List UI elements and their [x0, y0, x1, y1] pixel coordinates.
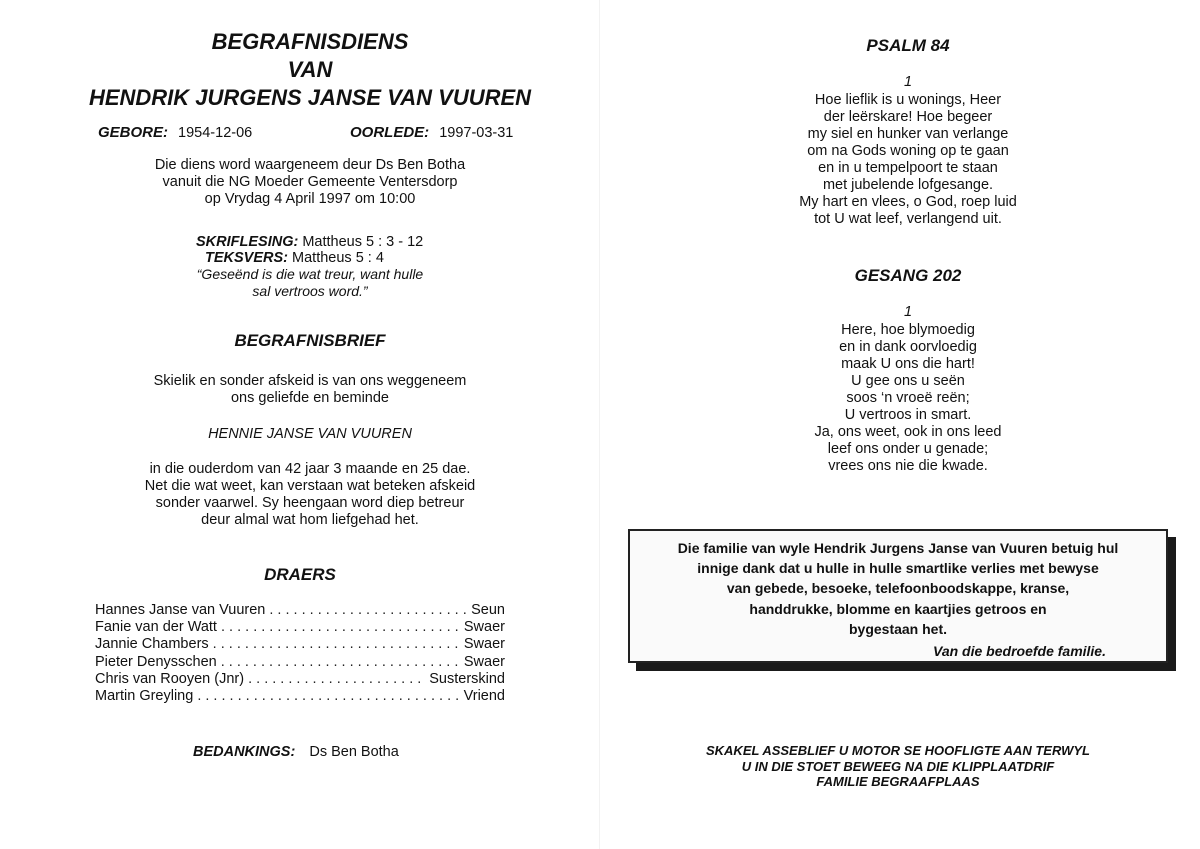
scripture-reading-label: SKRIFLESING: [196, 234, 299, 250]
leader-dots [221, 654, 460, 670]
bearer-relation: Swaer [463, 653, 505, 670]
bearers-list [95, 602, 505, 705]
letter-body-line: Net die wat weet, kan verstaan wat beteken afskeid [144, 478, 476, 494]
scripture-reading-value: Mattheus 5 : 3 - 12 [302, 234, 424, 250]
psalm-line: om na Gods woning op te gaan [807, 143, 1009, 159]
letter-body-line: in die ouderdom van 42 jaar 3 maande en 25 dae. [149, 461, 471, 477]
title-line-3: HENDRIK JURGENS JANSE VAN VUUREN [88, 85, 532, 110]
hymn-line: U gee ons u seën [851, 373, 965, 389]
leader-dots [248, 671, 425, 687]
bearer-relation: Swaer [463, 619, 505, 636]
family-thanks-box [628, 529, 1168, 663]
died-label: OORLEDE: [350, 124, 430, 141]
title-line-2: VAN [287, 57, 333, 82]
bearer-row [95, 602, 505, 619]
right-page [600, 0, 1200, 849]
family-thanks-line: van gebede, besoeke, telefoonboodskappe, kranse, [726, 580, 1070, 597]
psalm-line: der leërskare! Hoe begeer [823, 109, 993, 125]
text-verse [205, 250, 384, 267]
title-line-1: BEGRAFNISDIENS [211, 29, 409, 54]
died-value: 1997-03-31 [439, 125, 514, 141]
service-details [10, 157, 610, 208]
born-value: 1954-12-06 [178, 125, 253, 141]
leader-dots [213, 636, 460, 652]
hymn-line: en in dank oorvloedig [839, 339, 977, 355]
bearer-name: Jannie Chambers [95, 636, 209, 653]
thanks [193, 744, 399, 761]
hymn-line: soos ‘n vroeë reën; [846, 390, 970, 406]
thanks-value: Ds Ben Botha [309, 744, 399, 760]
family-thanks-text [630, 538, 1166, 639]
bearer-name: Hannes Janse van Vuuren [95, 602, 266, 618]
document-title [10, 28, 610, 112]
bearer-relation: Seun [471, 602, 505, 618]
notice-line: SKAKEL ASSEBLIEF U MOTOR SE HOOFLIGTE AAN TERWYL [705, 743, 1090, 758]
service-line: Die diens word waargeneem deur Ds Ben Botha [154, 157, 466, 173]
bearer-name: Pieter Denysschen [95, 653, 217, 670]
text-verse-value: Mattheus 5 : 4 [292, 250, 384, 266]
leader-dots [269, 602, 467, 618]
psalm-line: met jubelende lofgesange. [822, 177, 994, 193]
hymn-line: Here, hoe blymoedig [841, 322, 975, 338]
born-label: GEBORE: [98, 124, 169, 141]
letter-body [10, 461, 610, 529]
bearer-row [95, 654, 505, 671]
bearer-name: Chris van Rooyen (Jnr) [95, 670, 245, 687]
bearer-relation: Swaer [463, 636, 505, 653]
service-line: vanuit die NG Moeder Gemeente Ventersdorp [162, 174, 458, 190]
thanks-label: BEDANKINGS: [193, 744, 296, 760]
psalm-line: tot U wat leef, verlangend uit. [814, 211, 1002, 227]
bearers-heading: DRAERS [264, 565, 336, 584]
hymn-line: U vertroos in smart. [844, 407, 972, 423]
letter-intro-line: ons geliefde en beminde [230, 390, 389, 406]
headlights-notice [598, 743, 1198, 790]
hymn-verse [608, 322, 1200, 475]
hymn-line: leef ons onder u genade; [827, 441, 989, 457]
family-signature: Van die bedroefde familie. [933, 643, 1106, 659]
notice-line: U IN DIE STOET BEWEEG NA DIE KLIPPLAATDRIF [741, 758, 1055, 774]
hymn-line: Ja, ons weet, ook in ons leed [814, 424, 1002, 440]
family-thanks-line: Die familie van wyle Hendrik Jurgens Janse van Vuuren betuig hul [677, 540, 1119, 556]
psalm-line: Hoe lieflik is u wonings, Heer [814, 92, 1002, 108]
born-date [98, 124, 252, 142]
deceased-name: HENNIE JANSE VAN VUUREN [208, 426, 412, 442]
psalm-heading: PSALM 84 [866, 36, 950, 55]
bearer-relation: Susterskind [429, 670, 505, 687]
text-verse-label: TEKSVERS: [205, 250, 288, 266]
leader-dots [221, 619, 460, 635]
letter-intro-line: Skielik en sonder afskeid is van ons weggeneem [153, 373, 467, 389]
verse-quote-line: “Geseënd is die wat treur, want hulle [196, 266, 424, 282]
verse-quote [10, 266, 610, 300]
psalm-line: en in u tempelpoort te staan [818, 160, 998, 176]
letter-intro [10, 373, 610, 407]
bearer-relation: Vriend [463, 687, 505, 704]
letter-body-line: deur almal wat hom liefgehad het. [201, 512, 419, 528]
service-line: op Vrydag 4 April 1997 om 10:00 [204, 191, 416, 207]
verse-quote-line: sal vertroos word.” [252, 283, 368, 299]
died-date [350, 124, 513, 142]
family-thanks-line: handdrukke, blomme en kaartjies getroos en [749, 600, 1047, 617]
letter-body-line: sonder vaarwel. Sy heengaan word diep betreur [155, 495, 465, 511]
bearer-row [95, 688, 505, 705]
bearer-row [95, 619, 505, 636]
hymn-verse-number: 1 [903, 304, 913, 320]
hymn-line: maak U ons die hart! [841, 356, 975, 372]
bearer-row [95, 636, 505, 653]
notice-line: FAMILIE BEGRAAFPLAAS [816, 774, 980, 789]
scripture-reading [196, 234, 423, 251]
bearer-name: Martin Greyling [95, 687, 194, 704]
hymn-line: vrees ons nie die kwade. [828, 458, 988, 474]
leader-dots [197, 688, 459, 704]
bearer-row [95, 671, 505, 688]
family-thanks-line: bygestaan het. [848, 620, 948, 637]
psalm-line: My hart en vlees, o God, roep luid [799, 194, 1017, 210]
family-thanks-line: innige dank dat u hulle in hulle smartlike verlies met bewyse [697, 560, 1099, 577]
funeral-letter-heading: BEGRAFNISBRIEF [234, 331, 386, 350]
psalm-verse [608, 92, 1200, 228]
psalm-verse-number: 1 [903, 74, 913, 90]
bearer-name: Fanie van der Watt [95, 619, 217, 636]
psalm-line: my siel en hunker van verlange [807, 126, 1009, 142]
hymn-heading: GESANG 202 [854, 266, 962, 285]
